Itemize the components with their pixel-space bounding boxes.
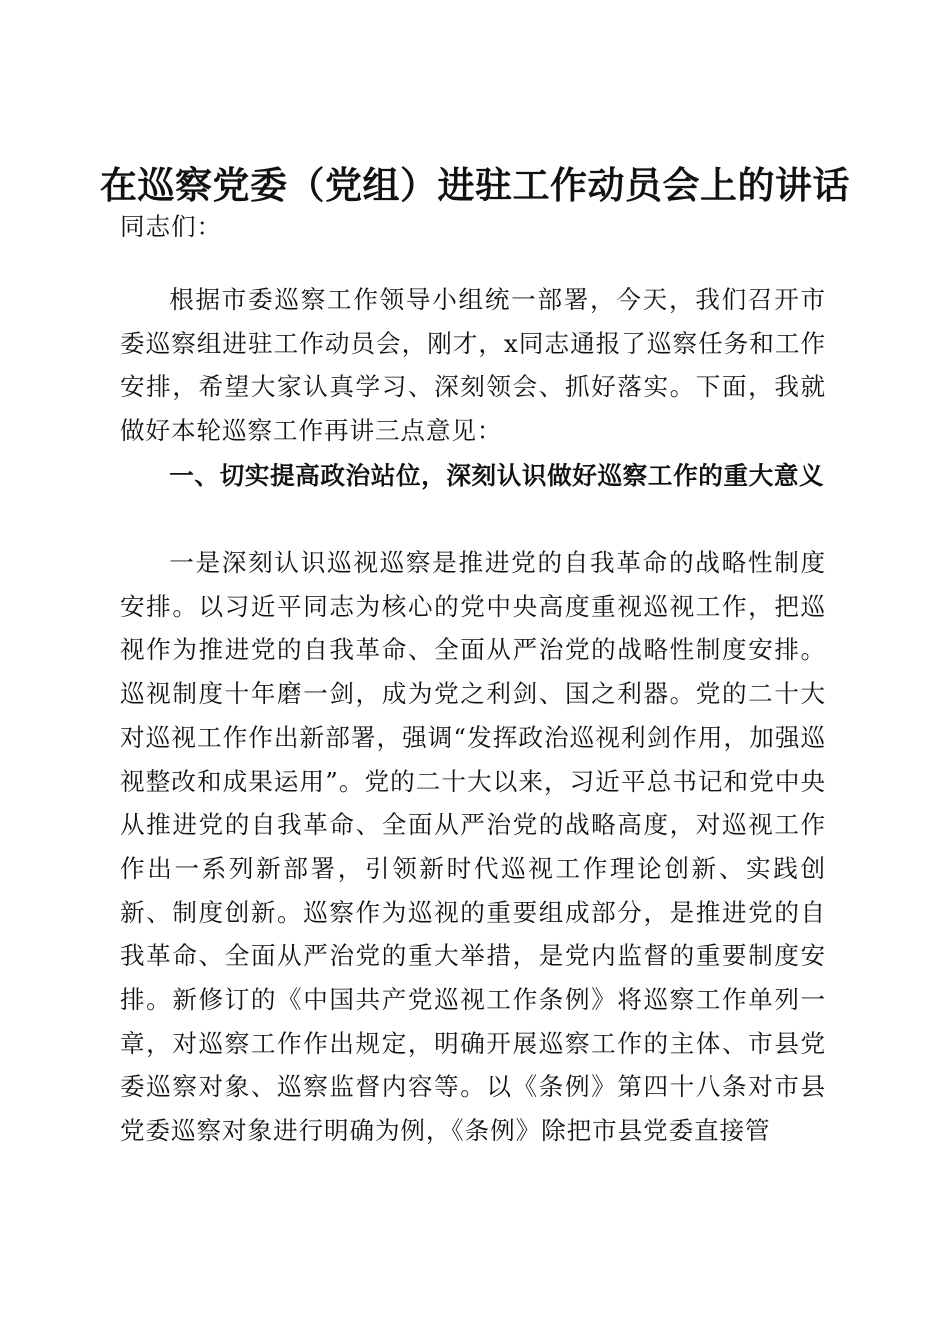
section-heading-one: 一、切实提高政治站位，深刻认识做好巡察工作的重大意义 — [169, 461, 825, 490]
body-paragraph: 一是深刻认识巡视巡察是推进党的自我革命的战略性制度安排。以习近平同志为核心的党中央高度重视巡视工作，把巡视作为推进党的自我革命、全面从严治党的战略性制度安排。巡视制度十年磨一剑，成为党之利剑、国之利器。党的二十大对巡视工作作出新部署，强调“发挥政治巡视利剑作用，加强巡视整改和成果运用”。党的二十大以来，习近平总书记和党中央从推进党的自我革命、全面从严治党的战略高度，对巡视工作作出一系列新部署，引领新时代巡视工作理论创新、实践创新、制度创新。巡察作为巡视的重要组成部分，是推进党的自我革命、全面从严治党的重大举措，是党内监督的重要制度安排。新修订的《中国共产党巡视工作条例》将巡察工作单列一章，对巡察工作作出规定，明确开展巡察工作的主体、市县党委巡察对象、巡察监督内容等。以《条例》第四十八条对市县党委巡察对象进行明确为例，《条例》除把市县党委直接管 — [120, 548, 826, 1146]
opening-paragraph: 根据市委巡察工作领导小组统一部署，今天，我们召开市委巡察组进驻工作动员会，刚才，x同志通报了巡察任务和工作安排，希望大家认真学习、深刻领会、抓好落实。下面，我就做好本轮巡察工作再讲三点意见： — [120, 285, 826, 446]
document-title: 在巡察党委（党组）进驻工作动员会上的讲话 — [100, 162, 850, 207]
salutation: 同志们： — [120, 212, 222, 241]
